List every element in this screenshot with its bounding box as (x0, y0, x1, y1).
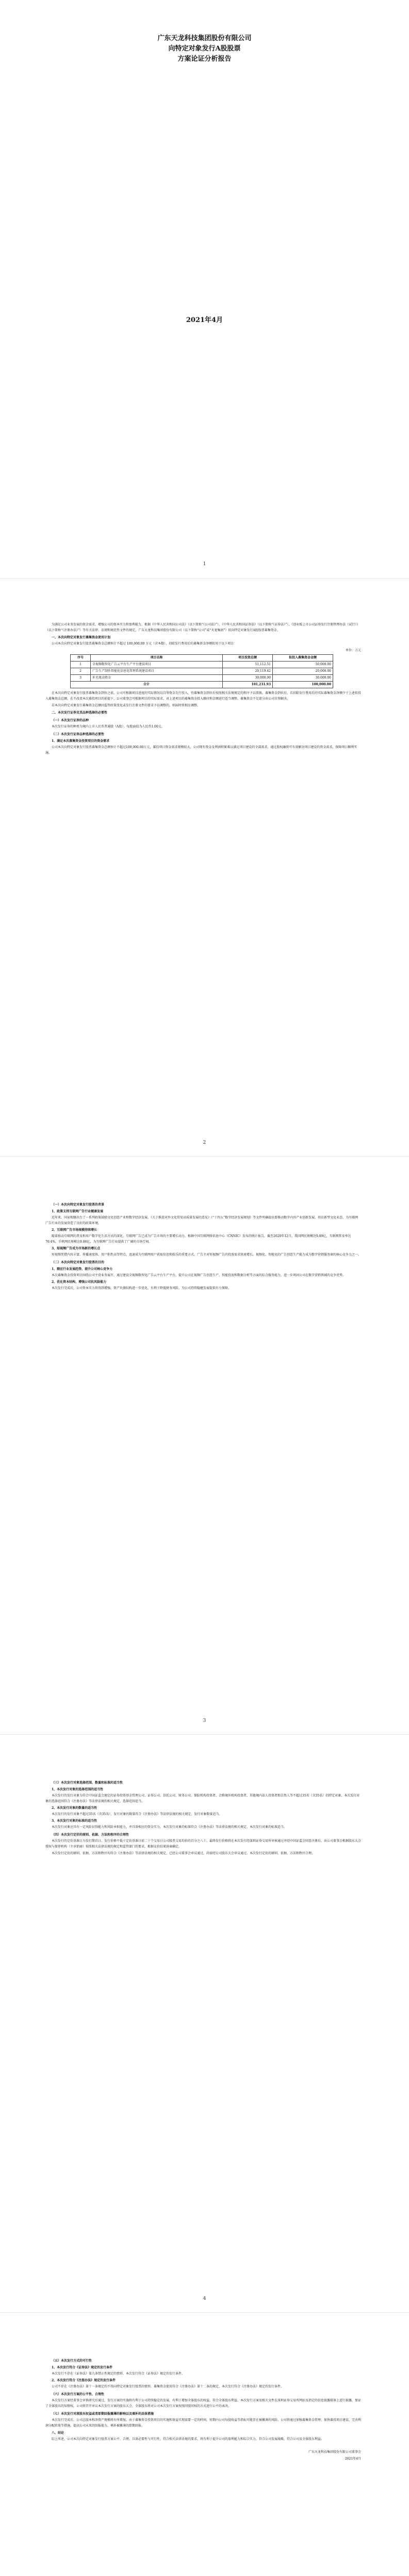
cover-title: 向特定对象发行A股股票 (168, 45, 241, 53)
table-cell: 合计 (71, 682, 223, 688)
table-cell: 20,119.42 (223, 668, 273, 675)
paragraph: 本次发行方案经董事会审慎研究后通过，发行方案的实施将有利于公司持续稳定的发展，有利于增加全体股东的权益，符合全体股东利益。本次发行方案及相关文件在深圳证券交易所网站及指定的信息披露媒体上进行披露，保证了全体股东的知情权。公司将召开审议本次发行方案的股东大会，全体股东将对公司本次发行方案按照同股同权的方式进行公平的表决。 (45, 2399, 362, 2408)
page-number: 1 (203, 562, 206, 567)
table-cell: 30,000.00 (223, 675, 273, 682)
subsection-heading: （一）本次发行证券的品种 (52, 719, 89, 722)
table-cell: 100,000.00 (273, 682, 333, 688)
paragraph: 公司本次向特定对象发行股票募集资金总额预计不超过 100,000.00 万元（含本数），扣除发行费用后的募集资金净额拟用于以下项目： (52, 642, 237, 646)
subsection-heading: （七）本次发行对原股东权益或者即期回报摊薄的影响以及填补的具体措施 (52, 2412, 154, 2416)
item-heading: 2、本次发行符合《注册办法》规定的发行条件 (52, 2379, 116, 2382)
paragraph: 本次发行对象应具有一定风险识别能力和风险承担能力，并具备相应的资金实力。本次发行对象的标准符合《注册办法》等法律法规的相关规定，本次发行对象的标准适当。 (52, 1825, 287, 1829)
column-header: 项目名称 (91, 655, 223, 662)
paragraph: 本次发行证券的种类为境内上市人民币普通股（A股），每股面值为人民币1.00元。 (52, 725, 165, 728)
paragraph: 若本次向特定对象发行募集资金总额因监管政策变化或发行注册文件的要求予以调整的，则届时将相应调整。 (52, 704, 201, 707)
paragraph: 本次发行的发行对象为符合中国证监会规定的证券投资基金管理公司、证券公司、信托公司、财务公司、保险机构投资者、合格境外机构投资者、其他境内法人投资者和自然人等不超过35名（含35名）的特定对象。本次发行对象的选择范围符合《注册办法》等法律法规的相关规定，选择范围适当。 (45, 1794, 360, 1803)
item-heading: 1、政策支持互联网广告行业健康发展 (52, 1210, 104, 1213)
paragraph: 随着移动互联网的普及和用户数字化生活方式的深化，互联网广告已成为广告市场的主要增长动力。根据中国互联网络信息中心（CNNIC）发布的统计报告，截至2020年12月，我国网民规模达9.89亿，互联网普及率达70.4%，手机网民规模达9.86亿，为互联网广告行业提供了广阔的市场空间。 (45, 1234, 351, 1244)
paragraph: 公司本次向特定对象发行股票募集资金总额预计不超过100,000.00万元，募投项目资金需求规模较大，公司现有资金及利润积累难以满足项目建设的全部需求，通过股权融资可有效解决项目建设的资金需求，保障项目顺利实施。 (45, 745, 357, 755)
page-4 (0, 1734, 409, 2313)
cover-date: 2021年4月 (186, 316, 223, 324)
table-row (71, 662, 333, 668)
paragraph: 近年来，国家相继出台了一系列政策鼓励文化创意产业和数字经济发展。《关于推进对外文化贸易高质量发展的意见》《“十四五”数字经济发展规划》等文件明确提出要推动数字内容产业创新发展，培育新型文化业态，为互联网广告行业的发展营造了良好的政策环境。 (45, 1216, 358, 1225)
subsection-heading: （四）本次发行定价的原则、依据、方法和程序的合理性 (52, 1833, 129, 1837)
paragraph: 综上所述，公司本次向特定对象发行股票方案公平、合理，具备必要性与可行性，符合相关法律法规的要求，将有利于提升公司的盈利能力和综合实力，符合公司发展战略，符合公司及全体股东利益。 (52, 2437, 324, 2441)
paragraph: 本次发行的发行对象不超过35名（含35名），发行对象的数量符合《注册办法》等法律法规的相关规定，发行对象数量适当。 (52, 1812, 222, 1816)
paragraph: 本次发行不存在《证券法》第九条禁止性规定的情形，本次发行符合《证券法》规定的发行条件。 (52, 2372, 185, 2376)
item-heading: 2、本次发行对象的数量的适当性 (52, 1806, 97, 1810)
fund-usage-table (70, 654, 333, 688)
item-heading: 2、优化资本结构，增强公司抗风险能力 (52, 1280, 107, 1284)
page-3 (0, 1156, 409, 1735)
subsection-heading: （二）本次发行证券品种选择的必要性 (52, 733, 105, 736)
column-header: 序号 (71, 655, 91, 662)
table-row (71, 675, 333, 682)
subsection-heading: （六）本次发行方案的公平性、合理性 (52, 2393, 105, 2396)
table-row (71, 668, 333, 675)
table-cell: 20,000.00 (273, 668, 333, 675)
subsection-heading: （二）本次向特定对象发行股票的目的 (52, 1261, 105, 1264)
section-heading: 二、本次发行证券及其品种选择的必要性 (52, 711, 108, 715)
table-header-row (71, 655, 333, 662)
table-cell: 1 (71, 662, 91, 668)
cover-company-name: 广东天龙科技集团股份有限公司 (157, 35, 252, 42)
item-heading: 2、互联网广告市场规模持续增长 (52, 1228, 97, 1232)
page-number: 4 (203, 2296, 206, 2301)
item-heading: 1、顺应行业发展趋势，提升公司核心竞争力 (52, 1267, 113, 1271)
intro-paragraph: 为满足公司业务发展的资金需求，增强公司的资本实力和盈利能力，根据《中华人民共和国公司法》（以下简称“《公司法》”）、《中华人民共和国证券法》（以下简称“《证券法》”）、《创业板上市公司证券发行注册管理办法（试行）》（以下简称“《注册办法》”）等有关法律、法规和规范性文件的规定，广东天龙科技集团股份有限公司（以下简称“公司”或“天龙集团”）拟向特定对象发行A股股票募集资金。 (45, 623, 360, 632)
table-unit-label: 单位：万元 (345, 649, 361, 652)
table-cell: 30,000.00 (273, 675, 333, 682)
paragraph: 本次发行的定价基准日为发行期首日。发行价格不低于定价基准日前二十个交易日公司股票交易均价的百分之八十。最终发行价格将在本次发行经深圳证券交易所审核通过并经中国证监会同意注册后，由公司董事会根据股东大会授权与保荐机构（主承销商）按照相关法律法规的规定和监管部门的要求，根据竞价结果协商确定。 (45, 1839, 362, 1849)
page-5 (0, 2312, 409, 2576)
subsection-heading: （五）本次发行方式的可行性 (52, 2359, 92, 2363)
column-header: 项目投资总额 (223, 655, 273, 662)
table-cell: 广告生产制作智能化信息化管理系统建设项目 (91, 668, 223, 675)
subsection-heading: （三）本次发行对象选择范围、数量和标准的适当性 (52, 1781, 123, 1785)
table-cell: 2 (71, 668, 91, 675)
table-cell: 51,112.51 (223, 662, 273, 668)
item-heading: 1、本次发行对象的选择范围的适当性 (52, 1788, 104, 1791)
page-number: 3 (203, 1718, 206, 1723)
item-heading: 3、短视频广告成为市场新的增长点 (52, 1247, 101, 1250)
table-cell: 全视频数智化广告云平台生产平台建设项目 (91, 662, 223, 668)
section-heading: 一、本次向特定对象发行募集资金使用计划 (52, 636, 111, 639)
column-header: 拟投入募集资金金额 (273, 655, 333, 662)
item-heading: 1、满足本次募集资金投资项目的资金需求 (52, 739, 110, 743)
paragraph: 本次发行完成后，公司总股本和净资产规模将有所增加，由于募集资金投资项目的实施和效益实现需要一定的时间，短期内公司每股收益等指标可能存在被摊薄的风险。公司将通过加强募集资金管理、加快募投项目建设、完善利润分配政策等措施，提高公司未来的回报能力，填补被摊薄的即期回报。 (45, 2418, 362, 2428)
table-cell: 补充流动资金 (91, 675, 223, 682)
page-number: 2 (203, 1140, 206, 1145)
page-2 (0, 578, 409, 1157)
item-heading: 3、本次发行对象的标准的适当性 (52, 1819, 97, 1823)
table-cell: 101,231.93 (223, 682, 273, 688)
section-heading: 八、结论 (52, 2431, 64, 2435)
table-cell: 3 (71, 675, 91, 682)
signature-company: 广东天龙科技集团股份有限公司董事会 (308, 2450, 361, 2454)
table-total-row (71, 682, 333, 688)
cover-page (0, 0, 409, 578)
table-cell: 50,000.00 (273, 662, 333, 668)
paragraph: 公司不存在《注册办法》第十一条规定的不得向特定对象发行股票的情形，募集资金使用符合《注册办法》第十二条的规定，本次发行符合《注册办法》规定的发行条件。 (52, 2385, 284, 2388)
paragraph: 短视频凭借内容丰富、传播速度快、用户粘性高等特点，迅速成为互联网用户获取信息和娱乐的重要方式。广告主对短视频广告的投放需求快速增长，视频化、智能化的广告创意生产能力成为数字营销服务商的核心竞争力之一。 (52, 1253, 362, 1257)
signature-date: 2021年4月 (345, 2457, 361, 2461)
paragraph: 在本次向特定对象发行股票募集资金到位之前，公司可根据项目进度的实际情况以自筹资金先行投入，待募集资金到位后按照相关法规规定的程序予以置换。募集资金到位后，若扣除发行费用后的实际募集资金净额少于上述拟投入募集资金总额，在不改变本次募投项目的前提下，公司董事会可根据项目的实际需求，对上述项目的募集资金投入顺序和金额进行适当调整，募集资金不足部分由公司自筹解决。 (45, 691, 362, 701)
item-heading: 1、本次发行符合《证券法》规定的发行条件 (52, 2366, 113, 2369)
paragraph: 本次发行定价的原则、依据、方法和程序均符合《注册办法》等法律法规的相关规定，已经公司董事会审议通过，尚需经公司股东大会审议通过，本次发行定价的原则、依据、方法和程序合理。 (52, 1852, 315, 1855)
subsection-heading: （一）本次向特定对象发行股票的背景 (52, 1203, 105, 1207)
cover-subtitle: 方案论证分析报告 (177, 55, 232, 63)
paragraph: 本次募集资金投资项目围绕公司主营业务展开，通过建设全视频数智化广告云平台生产平台，提升公司在视频广告创意生产、智能投放和数据分析等方面的综合服务能力，进一步巩固公司在数字营销领域的竞争优势。 (52, 1274, 346, 1277)
paragraph: 本次发行完成后，公司资本实力将得到增强，资产负债结构进一步优化，有利于降低财务风险，为公司持续稳健发展提供有力保障。 (52, 1286, 232, 1290)
